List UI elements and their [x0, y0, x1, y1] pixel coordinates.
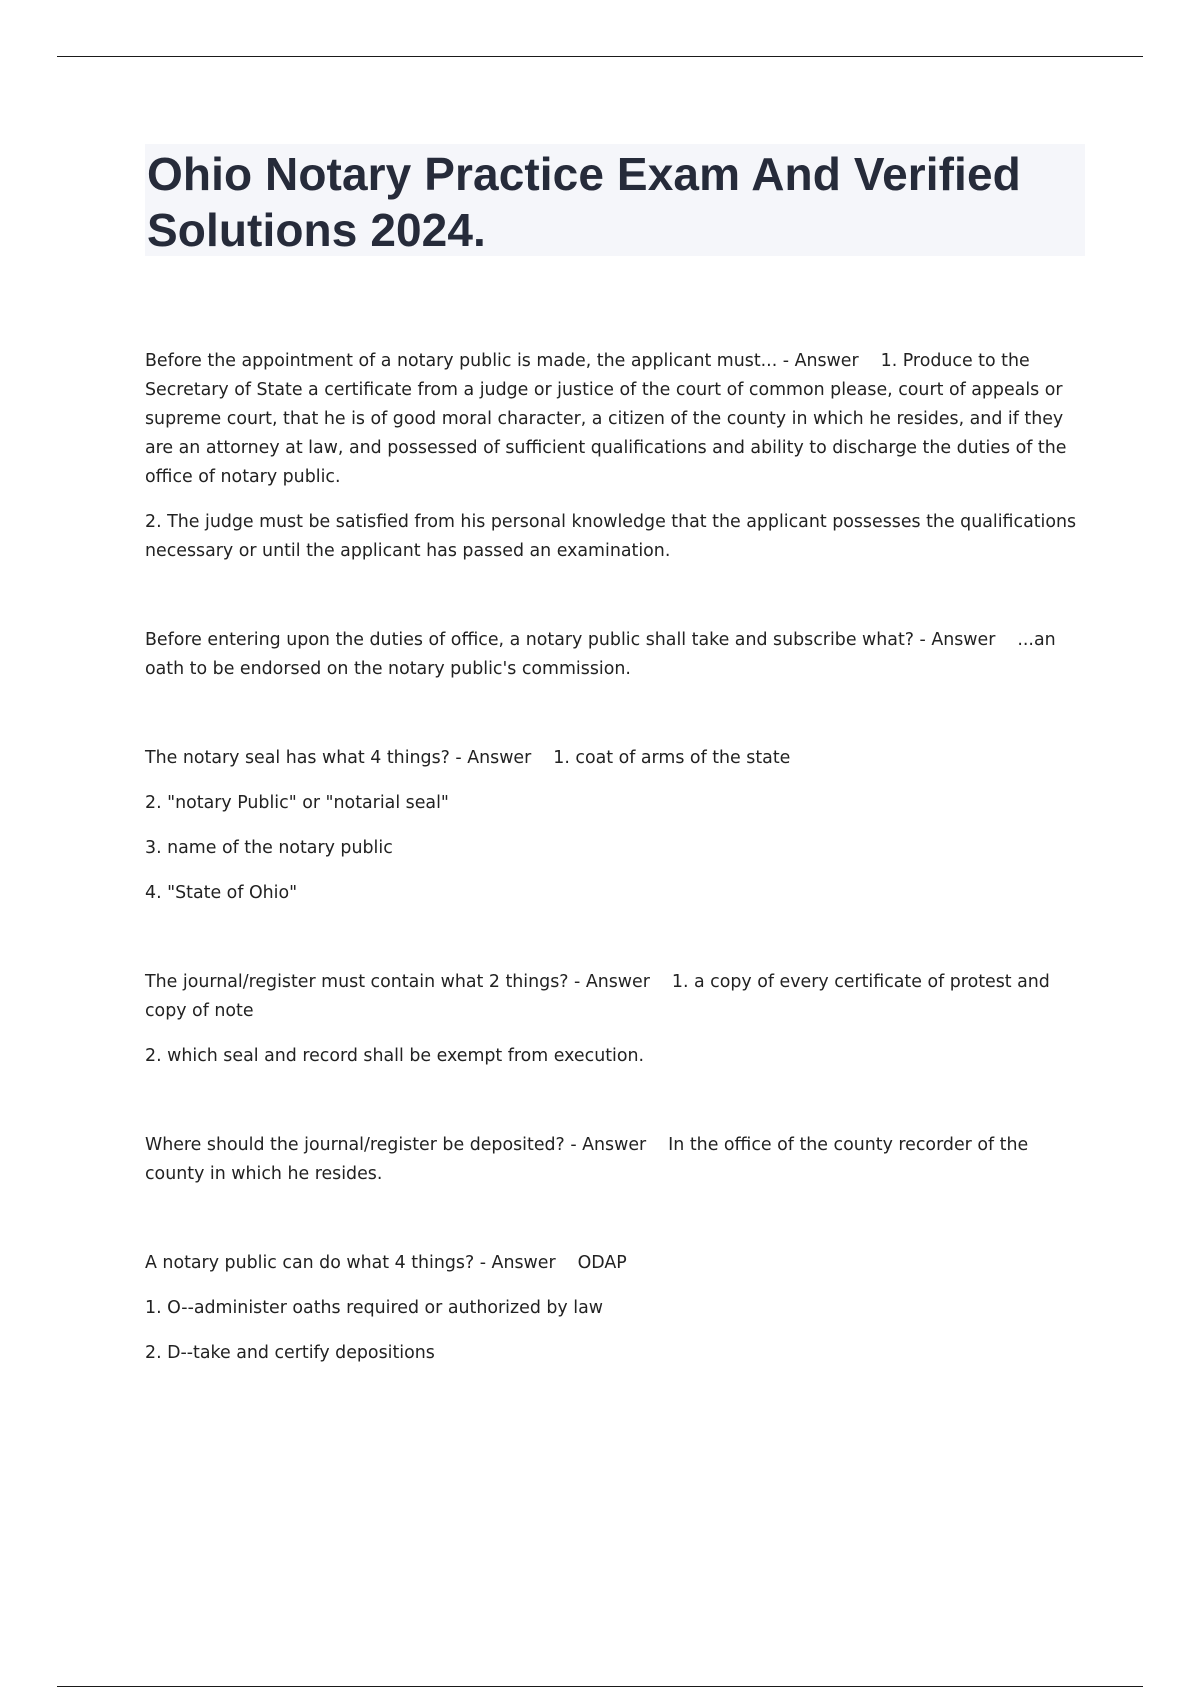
qa-answer-line: 2. which seal and record shall be exempt from execution.: [145, 1046, 645, 1066]
qa-question-line: [145, 968, 1085, 1026]
qa-question: Before the appointment of a notary public is made, the applicant must... - Answer: [145, 351, 859, 371]
qa-item: [145, 626, 1085, 684]
qa-answer: In the office of the county recorder of the county in which he resides.: [145, 1135, 1029, 1184]
qa-item: [145, 1131, 1085, 1189]
qa-question-line: [145, 347, 1085, 492]
qa-answer: 1. Produce to the Secretary of State a certificate from a judge or justice of the court of common please, court of appeals or supreme court, that he is of good moral character, a citizen of the county in which he resides, and if they are an attorney at law, and possessed of sufficient qualifications and ability to discharge the duties of the office of notary public.: [145, 351, 1067, 487]
document-title: Ohio Notary Practice Exam And Verified Solutions 2024.: [147, 148, 1021, 256]
qa-answer-line: 2. The judge must be satisfied from his personal knowledge that the applicant possesses the qualifications necessary or until the applicant has passed an examination.: [145, 512, 1077, 561]
qa-item: [145, 347, 1085, 566]
qa-item: [145, 1249, 1085, 1368]
title-box: [145, 144, 1085, 256]
top-rule: [57, 56, 1143, 57]
qa-answer-line: 3. name of the notary public: [145, 838, 393, 858]
qa-item: [145, 968, 1085, 1071]
qa-question-line: [145, 744, 1085, 773]
qa-question: The journal/register must contain what 2 things? - Answer: [145, 972, 650, 992]
qa-answer: ...an oath to be endorsed on the notary public's commission.: [145, 630, 1056, 679]
qa-answer: 1. coat of arms of the state: [553, 748, 791, 768]
qa-question-line: [145, 1249, 1085, 1278]
qa-answer-line: 1. O--administer oaths required or authorized by law: [145, 1298, 603, 1318]
qa-question: The notary seal has what 4 things? - Answer: [145, 748, 532, 768]
qa-answer: ODAP: [577, 1253, 627, 1273]
qa-answer-line: 2. D--take and certify depositions: [145, 1343, 435, 1363]
qa-answer: 1. a copy of every certificate of protest and copy of note: [145, 972, 1050, 1021]
qa-question-line: [145, 1131, 1085, 1189]
qa-answer-line: 4. "State of Ohio": [145, 883, 298, 903]
qa-item: [145, 744, 1085, 908]
qa-question: Where should the journal/register be deposited? - Answer: [145, 1135, 647, 1155]
bottom-rule: [57, 1686, 1143, 1687]
qa-question: Before entering upon the duties of office, a notary public shall take and subscribe what? - Answer: [145, 630, 996, 650]
qa-content: [145, 347, 1085, 1368]
qa-answer-line: 2. "notary Public" or "notarial seal": [145, 793, 449, 813]
qa-question-line: [145, 626, 1085, 684]
qa-question: A notary public can do what 4 things? - Answer: [145, 1253, 556, 1273]
